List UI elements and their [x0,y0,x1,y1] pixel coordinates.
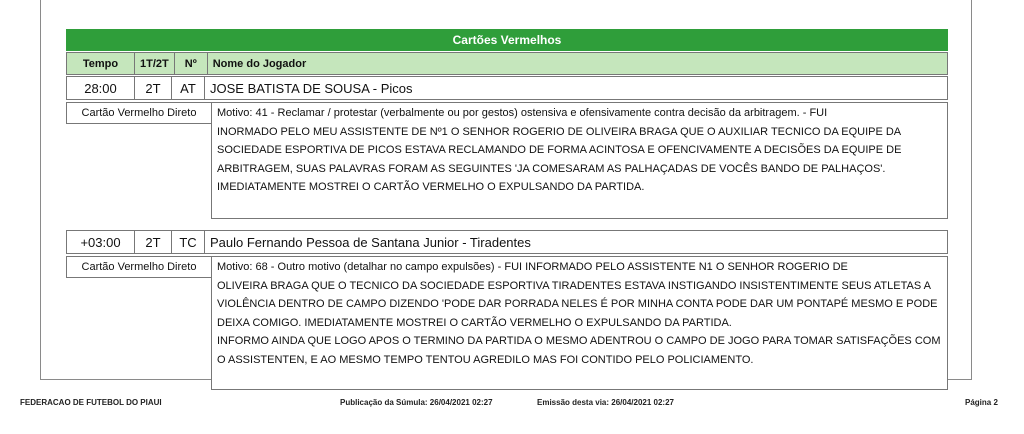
footer-org: FEDERACAO DE FUTEBOL DO PIAUI [20,398,162,407]
entry-row [66,230,948,254]
section-title: Cartões Vermelhos [66,29,948,51]
motive-final: INFORMO AINDA QUE LOGO APOS O TERMINO DA PARTIDA O MESMO ADENTROU O CAMPO DE JOGO PARA TOMAR SATISFAÇÕES COM O ASSISTENTEN, E AO MESMO TEMPO TENTOU AGREDILO MAS FOI CONTIDO PELO POLICIAMENTO. [217,335,941,366]
col-player: Nome do Jogador [207,53,947,75]
entry-number: AT [172,77,205,100]
motive-body: INORMADO PELO MEU ASSISTENTE DE Nº1 O SENHOR ROGERIO DE OLIVEIRA BRAGA QUE O AUXILIAR TECNICO DA EQUIPE DA SOCIEDADE ESPORTIVA DE PICOS ESTAVA RECLAMANDO DE FORMA ACINTOSA E OFENCIVAMENTE A DECISÕES DA EQUIPE DE ARBITRAGEM, SUAS PALAVRAS FORAM AS SEGUINTES 'JA COMESARAM AS PALHAÇADAS DE VOCÊS BANDO DE PALHAÇOS'. [217,125,902,175]
entry-number: TC [172,231,205,254]
footer-page: Página 2 [965,398,998,407]
table-header [66,52,948,75]
col-half: 1T/2T [135,53,175,75]
motive-final: IMEDIATAMENTE MOSTREI O CARTÃO VERMELHO O EXPULSANDO DA PARTIDA. [217,181,645,194]
entry-motive [211,256,948,390]
footer-publication: Publicação da Súmula: 26/04/2021 02:27 [340,398,493,407]
col-tempo: Tempo [67,53,135,75]
entry-card-type: Cartão Vermelho Direto [66,102,212,124]
entry-row [66,76,948,100]
footer-emission: Emissão desta via: 26/04/2021 02:27 [537,398,674,407]
motive-first-line: Motivo: 41 - Reclamar / protestar (verbalmente ou por gestos) ostensiva e ofensivamente contra decisão da arbitragem. - FUI [217,107,828,119]
entry-tempo: 28:00 [67,77,135,100]
col-num: Nº [174,53,207,75]
motive-first-line: Motivo: 68 - Outro motivo (detalhar no campo expulsões) - FUI INFORMADO PELO ASSISTENTE N1 O SENHOR ROGERIO DE [217,261,848,273]
entry-card-type: Cartão Vermelho Direto [66,256,212,278]
entry-player: JOSE BATISTA DE SOUSA - Picos [205,77,948,100]
entry-half: 2T [135,77,172,100]
entry-tempo: +03:00 [67,231,135,254]
entry-motive [211,102,948,219]
entry-player: Paulo Fernando Pessoa de Santana Junior - Tiradentes [205,231,948,254]
entry-half: 2T [135,231,172,254]
motive-body: OLIVEIRA BRAGA QUE O TECNICO DA SOCIEDADE ESPORTIVA TIRADENTES ESTAVA INSTIGANDO INSISTENTIMENTE SEUS ATLETAS A VIOLÊNCIA DENTRO DE CAMPO DIZENDO 'PODE DAR PORRADA NELES É POR MINHA CONTA PODE DAR UM PONTAPÉ MESMO E PODE DEIXA COMIGO. IMEDIATAMENTE MOSTREI O CARTÃO VERMELHO O EXPULSANDO DA PARTIDA. [217,279,938,329]
